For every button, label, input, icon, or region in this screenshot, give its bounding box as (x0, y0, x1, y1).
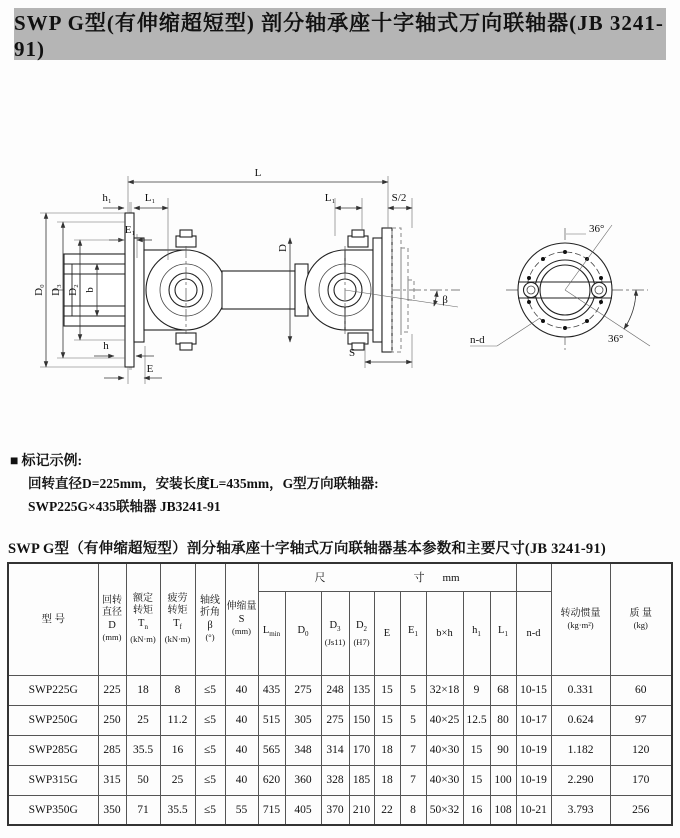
mark-example-heading-row (10, 452, 610, 472)
value-cell: ≤5 (195, 735, 225, 765)
value-cell: 620 (258, 765, 285, 795)
technical-drawing (0, 150, 680, 415)
col-header-nd: n-d (516, 591, 551, 675)
value-cell: 10-19 (516, 765, 551, 795)
value-cell: 22 (374, 795, 400, 825)
nd-leader (497, 318, 540, 346)
nd-label: n-d (470, 334, 485, 346)
angle-label-top: 36° (589, 223, 605, 235)
value-cell: 40 (225, 705, 258, 735)
cap-bolt-boss (592, 283, 607, 298)
value-cell: 16 (160, 735, 195, 765)
mark-example-heading: 标记示例: (21, 454, 83, 469)
bolt-hole (585, 319, 589, 323)
dim-label-E: E (146, 363, 154, 375)
dim-label-h: h (103, 340, 109, 352)
value-cell: 8 (400, 795, 426, 825)
dim-label-L: L (254, 167, 262, 179)
value-cell: 328 (321, 765, 349, 795)
value-cell: 100 (490, 765, 516, 795)
angle-label-bottom: 36° (608, 333, 624, 345)
right-yoke-lug (348, 236, 368, 247)
dim-label-D: D (277, 244, 289, 252)
col-header-s: 伸缩量 S (mm) (225, 563, 258, 675)
value-cell: 32×18 (426, 675, 463, 705)
value-cell: 40×30 (426, 735, 463, 765)
left-yoke-base (134, 238, 144, 342)
dim-label-D3: D₃ (50, 284, 62, 296)
value-cell: 315 (98, 765, 126, 795)
value-cell: 12.5 (463, 705, 490, 735)
value-cell: 18 (126, 675, 160, 705)
value-cell: 314 (321, 735, 349, 765)
left-yoke-lug (176, 333, 196, 344)
col-header-d2: $D_2$ (H7) (349, 591, 374, 675)
dim-label-S: S (348, 347, 356, 359)
value-cell: 50 (126, 765, 160, 795)
value-cell: 71 (126, 795, 160, 825)
model-cell: SWP350G (8, 795, 98, 825)
value-cell: 0.624 (551, 705, 610, 735)
col-header-tf: 疲劳 转矩 $T_f$ (kN·m) (160, 563, 195, 675)
value-cell: 8 (160, 675, 195, 705)
angle-arc-bottom (624, 290, 636, 329)
value-cell: 135 (349, 675, 374, 705)
empty-header-cell (516, 563, 551, 591)
value-cell: 50×32 (426, 795, 463, 825)
col-header-h1: $h_1$ (463, 591, 490, 675)
mark-example-line1: 回转直径D=225mm，安装长度L=435mm，G型万向联轴器: (28, 476, 379, 491)
value-cell: 55 (225, 795, 258, 825)
model-cell: SWP225G (8, 675, 98, 705)
value-cell: 150 (349, 705, 374, 735)
table-header (8, 563, 672, 675)
value-cell: 7 (400, 765, 426, 795)
value-cell: 40×25 (426, 705, 463, 735)
col-header-dim-group: 尺 寸 mm (258, 563, 516, 591)
shaft-tube (222, 271, 295, 309)
value-cell: 210 (349, 795, 374, 825)
dim-label-h1: h₁ (102, 192, 112, 204)
dim-label-b: b (84, 287, 96, 293)
value-cell: 97 (610, 705, 672, 735)
value-cell: 68 (490, 675, 516, 705)
left-flange-disc (125, 213, 134, 367)
left-lug-bolt (180, 343, 192, 350)
value-cell: 1.182 (551, 735, 610, 765)
value-cell: 285 (98, 735, 126, 765)
value-cell: 248 (321, 675, 349, 705)
col-header-e: E (374, 591, 400, 675)
col-header-bxh: b×h (426, 591, 463, 675)
value-cell: 18 (374, 735, 400, 765)
model-cell: SWP285G (8, 735, 98, 765)
header-row-group (8, 563, 672, 591)
page-title: SWP G型(有伸缩超短型) 剖分轴承座十字轴式万向联轴器(JB 3241-91) (14, 10, 664, 61)
value-cell: 90 (490, 735, 516, 765)
col-header-lmin: $L_{min}$ (258, 591, 285, 675)
value-cell: 225 (98, 675, 126, 705)
value-cell: 170 (349, 735, 374, 765)
value-cell: 7 (400, 735, 426, 765)
bolt-hole (527, 276, 531, 280)
value-cell: 185 (349, 765, 374, 795)
table-row (8, 765, 672, 795)
value-cell: 250 (98, 705, 126, 735)
value-cell: 5 (400, 675, 426, 705)
col-header-d0: $D_0$ (285, 591, 321, 675)
value-cell: 35.5 (160, 795, 195, 825)
table-title: SWP G型（有伸缩超短型）剖分轴承座十字轴式万向联轴器基本参数和主要尺寸(JB 3241-91) (8, 541, 606, 557)
col-header-beta: 轴线 折角 β (°) (195, 563, 225, 675)
value-cell: 370 (321, 795, 349, 825)
model-cell: SWP315G (8, 765, 98, 795)
value-cell: 348 (285, 735, 321, 765)
model-cell: SWP250G (8, 705, 98, 735)
value-cell: 15 (374, 705, 400, 735)
value-cell: 40 (225, 675, 258, 705)
col-header-e1: $E_1$ (400, 591, 426, 675)
dim-label-D0: D₀ (33, 284, 45, 296)
value-cell: 360 (285, 765, 321, 795)
bolt-hole (541, 319, 545, 323)
col-header-inertia: 转动惯量 (kg·m²) (551, 563, 610, 675)
value-cell: 35.5 (126, 735, 160, 765)
value-cell: ≤5 (195, 765, 225, 795)
left-lug-bolt (180, 230, 192, 237)
col-header-model: 型 号 (8, 563, 98, 675)
value-cell: 405 (285, 795, 321, 825)
title-bar (14, 8, 666, 60)
bolt-hole (541, 257, 545, 261)
value-cell: 565 (258, 735, 285, 765)
table-row (8, 705, 672, 735)
table-body (8, 675, 672, 825)
dim-label-L1-left: L₁ (144, 192, 156, 204)
dim-label-S-half: S/2 (391, 192, 407, 204)
value-cell: 10-15 (516, 675, 551, 705)
table-row (8, 735, 672, 765)
value-cell: 120 (610, 735, 672, 765)
right-lug-bolt (352, 230, 364, 237)
value-cell: 18 (374, 765, 400, 795)
value-cell: 170 (610, 765, 672, 795)
value-cell: 15 (463, 765, 490, 795)
value-cell: 108 (490, 795, 516, 825)
col-header-d3: $D_3$ (Js11) (321, 591, 349, 675)
value-cell: 275 (321, 705, 349, 735)
value-cell: ≤5 (195, 705, 225, 735)
value-cell: 10-17 (516, 705, 551, 735)
value-cell: ≤5 (195, 675, 225, 705)
bolt-hole (563, 250, 567, 254)
value-cell: 9 (463, 675, 490, 705)
right-flange-disc (382, 228, 392, 352)
cap-bolt-boss (524, 283, 539, 298)
dim-label-E1: E₁ (124, 224, 136, 236)
value-cell: 305 (285, 705, 321, 735)
side-view (33, 167, 460, 384)
value-cell: 2.290 (551, 765, 610, 795)
value-cell: 515 (258, 705, 285, 735)
mark-example-line2: SWP225G×435联轴器 JB3241-91 (28, 499, 221, 514)
value-cell: 5 (400, 705, 426, 735)
end-view (470, 223, 650, 350)
col-header-d: 回转 直径 D (mm) (98, 563, 126, 675)
bolt-hole (563, 326, 567, 330)
col-header-tn: 额定 转矩 $T_n$ (kN·m) (126, 563, 160, 675)
value-cell: 10-19 (516, 735, 551, 765)
right-yoke-base (373, 238, 382, 342)
value-cell: 435 (258, 675, 285, 705)
bolt-hole (599, 300, 603, 304)
value-cell: 256 (610, 795, 672, 825)
value-cell: 40 (225, 735, 258, 765)
value-cell: 16 (463, 795, 490, 825)
dim-label-beta: β (442, 294, 448, 306)
square-bullet-icon: ■ (10, 454, 19, 469)
spec-table (7, 562, 673, 826)
mark-example-section (10, 452, 610, 518)
value-cell: 25 (126, 705, 160, 735)
value-cell: 350 (98, 795, 126, 825)
table-row (8, 795, 672, 825)
left-yoke-lug (176, 236, 196, 247)
bolt-hole (527, 300, 531, 304)
col-header-l1: $L_1$ (490, 591, 516, 675)
value-cell: 10-21 (516, 795, 551, 825)
value-cell: 40 (225, 765, 258, 795)
value-cell: 15 (463, 735, 490, 765)
table-row (8, 675, 672, 705)
value-cell: 40×30 (426, 765, 463, 795)
value-cell: ≤5 (195, 795, 225, 825)
col-header-mass: 质 量 (kg) (610, 563, 672, 675)
value-cell: 3.793 (551, 795, 610, 825)
value-cell: 0.331 (551, 675, 610, 705)
value-cell: 80 (490, 705, 516, 735)
dim-label-D2: D₂ (67, 284, 79, 296)
bolt-hole (599, 276, 603, 280)
dim-label-L1-right: L₁ (324, 192, 336, 204)
value-cell: 60 (610, 675, 672, 705)
value-cell: 25 (160, 765, 195, 795)
value-cell: 715 (258, 795, 285, 825)
value-cell: 15 (374, 675, 400, 705)
value-cell: 275 (285, 675, 321, 705)
value-cell: 11.2 (160, 705, 195, 735)
